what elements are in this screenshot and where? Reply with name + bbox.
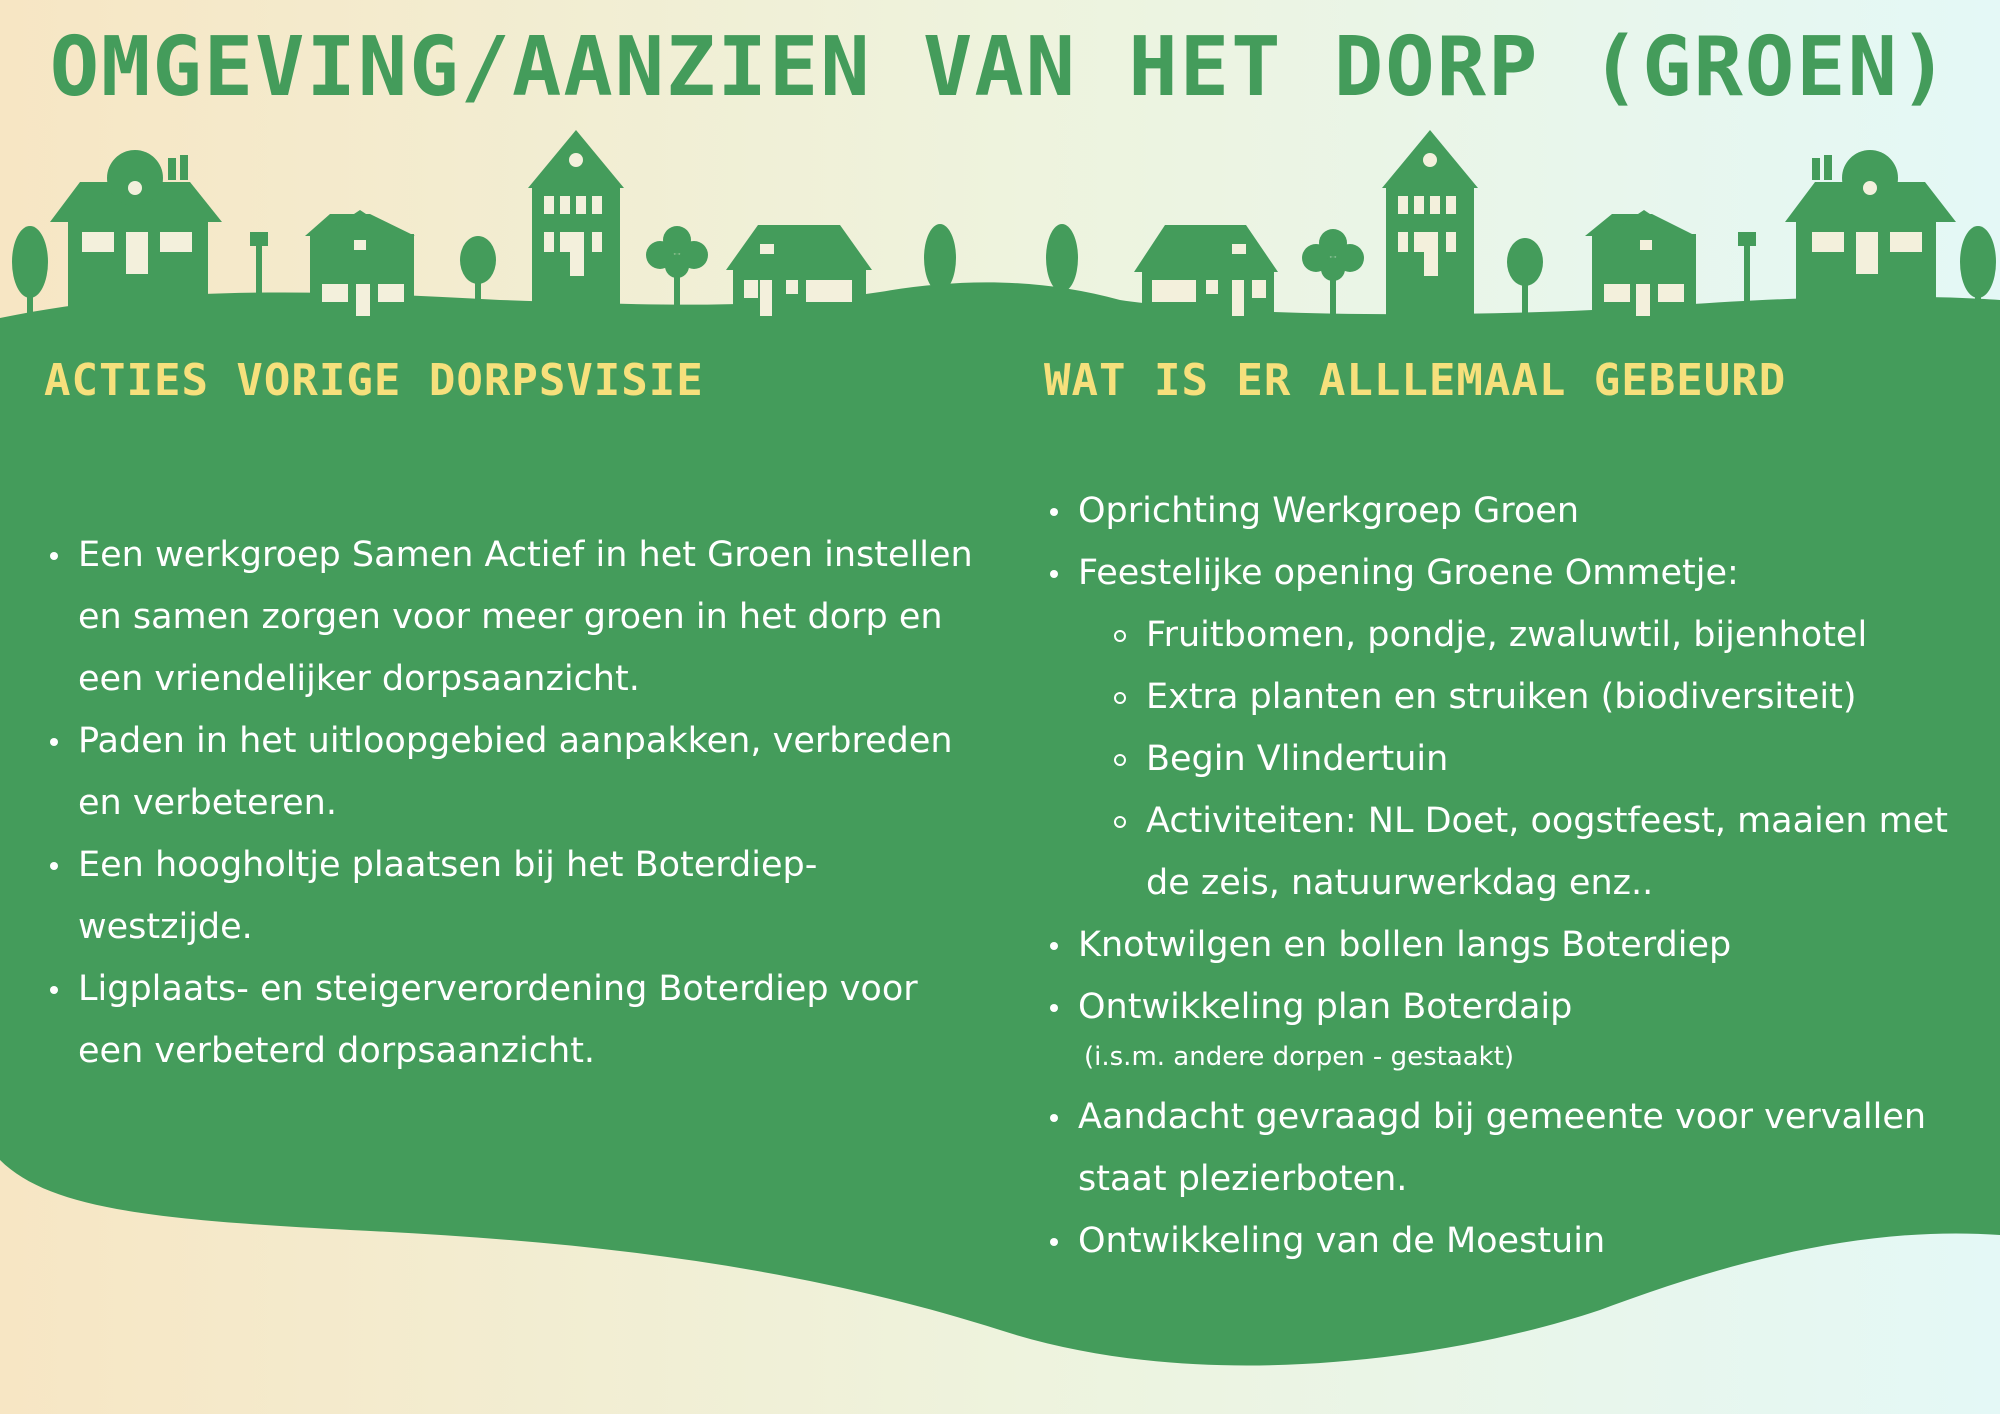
sub-list-item: Begin Vlindertuin	[1044, 728, 1984, 790]
list-item-note: (i.s.m. andere dorpen - gestaakt)	[1084, 1042, 1515, 1072]
list-item: Een hoogholtje plaatsen bij het Boterdiep-westzijde.	[44, 834, 990, 958]
right-column	[1044, 355, 1984, 1272]
left-list	[44, 524, 1004, 1082]
left-column	[44, 355, 1004, 1082]
list-item: Feestelijke opening Groene Ommetje:	[1044, 542, 1984, 604]
page-title: OMGEVING/AANZIEN VAN HET DORP (GROEN)	[49, 20, 1951, 115]
sub-list-item: Extra planten en struiken (biodiversiteit)	[1044, 666, 1984, 728]
list-item: Oprichting Werkgroep Groen	[1044, 480, 1984, 542]
list-item: Ligplaats- en steigerverordening Boterdiep voor een verbeterd dorpsaanzicht.	[44, 958, 990, 1082]
list-item: Ontwikkeling plan Boterdaip	[1044, 976, 1984, 1038]
list-item: Aandacht gevraagd bij gemeente voor vervallen staat plezierboten.	[1044, 1086, 1984, 1210]
left-heading: ACTIES VORIGE DORPSVISIE	[44, 355, 704, 406]
sub-list-item: Fruitbomen, pondje, zwaluwtil, bijenhotel	[1044, 604, 1984, 666]
list-item: Paden in het uitloopgebied aanpakken, verbreden en verbeteren.	[44, 710, 990, 834]
right-list	[1044, 480, 1984, 1272]
list-item: Knotwilgen en bollen langs Boterdiep	[1044, 914, 1984, 976]
list-item: Ontwikkeling van de Moestuin	[1044, 1210, 1984, 1272]
sub-list-item: Activiteiten: NL Doet, oogstfeest, maaien met de zeis, natuurwerkdag enz..	[1044, 790, 1984, 914]
list-item: Een werkgroep Samen Actief in het Groen instellen en samen zorgen voor meer groen in het dorp en een vriendelijker dorpsaanzicht.	[44, 524, 990, 710]
right-heading: WAT IS ER ALLLEMAAL GEBEURD	[1044, 355, 1787, 406]
